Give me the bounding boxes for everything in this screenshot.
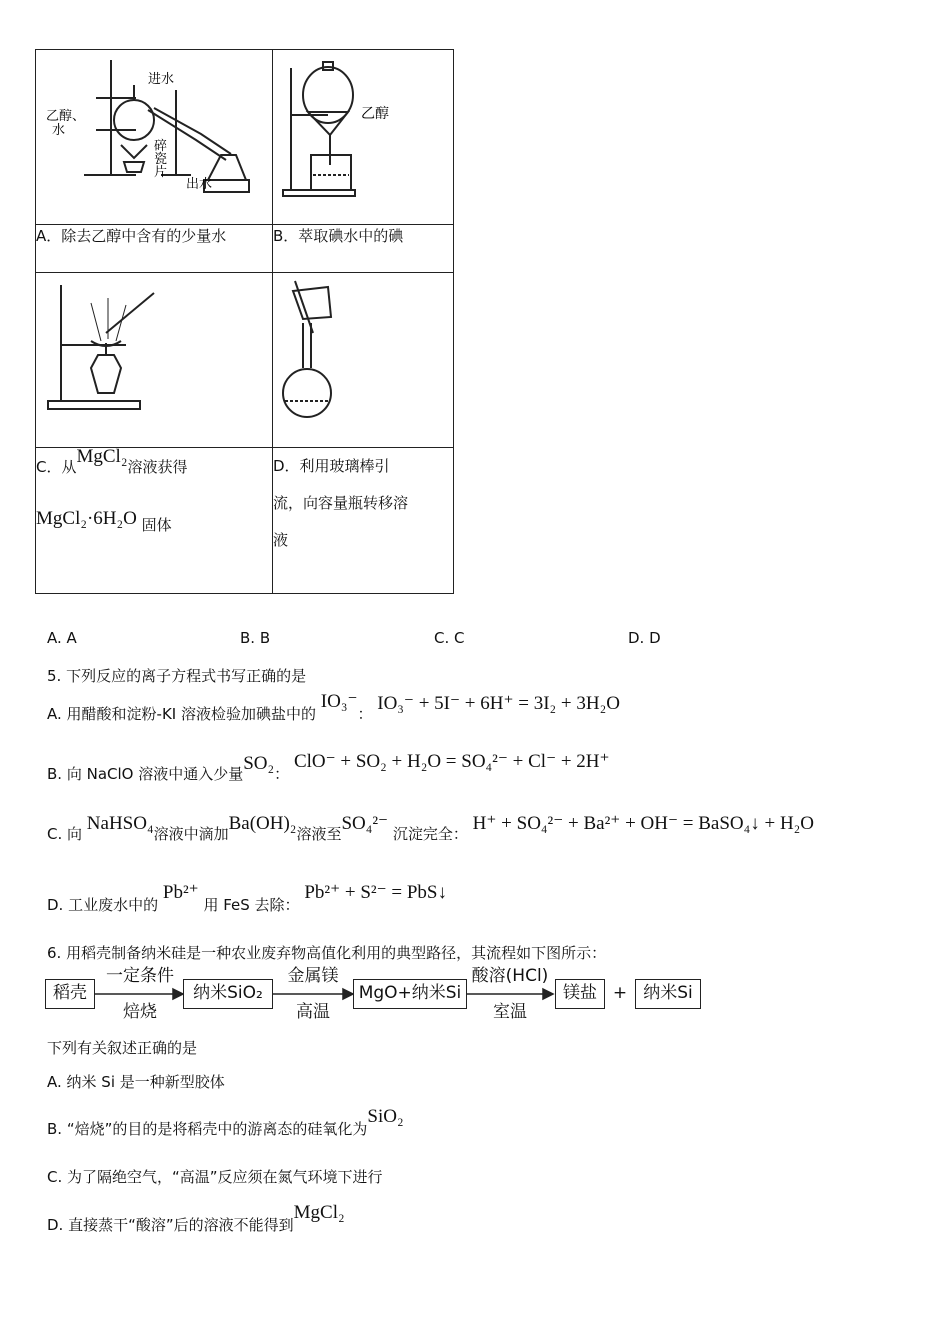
apparatus-table [35, 49, 454, 594]
caption-c: C．从MgCl₂溶液获得 MgCl₂·6H₂O 固体 [36, 448, 273, 594]
flow-arrow2-top: 金属镁 [287, 966, 339, 986]
separatory-funnel-figure [273, 50, 453, 220]
flow-arrow3-top: 酸溶(HCl) [471, 966, 549, 986]
q6-option-d[interactable]: D. 直接蒸干“酸溶”后的溶液不能得到MgCl₂ [47, 1202, 345, 1234]
flow-box-nano-sio2: 纳米SiO₂ [183, 979, 273, 1009]
flow-plus: + [612, 983, 628, 1003]
svg-text:片: 片 [154, 165, 168, 180]
svg-text:瓷: 瓷 [154, 152, 168, 167]
q6-option-c[interactable]: C. 为了隔绝空气，“高温”反应须在氮气环境下进行 [47, 1168, 383, 1186]
figure-b-cell [273, 50, 454, 225]
q6-sub-stem: 下列有关叙述正确的是 [47, 1039, 198, 1057]
caption-d: D．利用玻璃棒引 流，向容量瓶转移溶 液 [273, 448, 454, 594]
label-ethanol-water: 乙醇、 [46, 109, 86, 124]
process-flow-diagram [45, 968, 715, 1020]
q6-option-b[interactable]: B. “焙烧”的目的是将稻壳中的游离态的硅氧化为SiO₂ [47, 1106, 404, 1138]
caption-a: A．除去乙醇中含有的少量水 [36, 225, 273, 273]
q5-option-d[interactable]: D. 工业废水中的 Pb²⁺ 用 FeS 去除： Pb²⁺ + S²⁻ = PbS↓ [47, 882, 447, 914]
figure-c-cell [36, 273, 273, 448]
q5-option-a[interactable]: A. 用醋酸和淀粉-KI 溶液检验加碘盐中的 IO₃⁻： IO₃⁻ + 5I⁻ + 6H⁺ = 3I₂ + 3H₂O [47, 691, 620, 723]
q5-stem: 5. 下列反应的离子方程式书写正确的是 [47, 667, 307, 685]
flow-arrow1-top: 一定条件 [106, 966, 174, 986]
q4-option-a[interactable]: A. A [47, 629, 77, 647]
q4-option-d[interactable]: D. D [628, 629, 661, 647]
q6-option-a[interactable]: A. 纳米 Si 是一种新型胶体 [47, 1073, 225, 1091]
figure-a-cell [36, 50, 273, 225]
volumetric-flask-figure [273, 273, 453, 443]
svg-text:进水: 进水 [148, 72, 175, 87]
evaporation-apparatus-figure [36, 273, 272, 443]
flow-arrow1-bottom: 焙烧 [123, 1002, 157, 1022]
svg-text:水: 水 [52, 123, 66, 138]
q5-option-b[interactable]: B. 向 NaClO 溶液中通入少量SO₂： ClO⁻ + SO₂ + H₂O = SO₄²⁻ + Cl⁻ + 2H⁺ [47, 751, 610, 783]
flow-arrow3-bottom: 室温 [493, 1002, 527, 1022]
flow-box-rice-husk: 稻壳 [45, 979, 95, 1009]
q4-option-c[interactable]: C. C [434, 629, 465, 647]
label-ethanol: 乙醇 [361, 106, 389, 122]
flow-box-nano-si: 纳米Si [635, 979, 701, 1009]
flow-box-mgo-si: MgO+纳米Si [353, 979, 467, 1009]
q5-option-c[interactable]: C. 向 NaHSO₄溶液中滴加Ba(OH)₂溶液至SO₄²⁻ 沉淀完全： H⁺ + SO₄²⁻ + Ba²⁺ + OH⁻ = BaSO₄↓ + H₂O [47, 813, 815, 843]
flow-box-mg-salt: 镁盐 [555, 979, 605, 1009]
distillation-apparatus-figure [36, 50, 272, 220]
q6-stem: 6. 用稻壳制备纳米硅是一种农业废弃物高值化利用的典型路径，其流程如下图所示： [47, 944, 607, 962]
flow-arrow2-bottom: 高温 [296, 1002, 330, 1022]
caption-b: B．萃取碘水中的碘 [273, 225, 454, 273]
figure-d-cell [273, 273, 454, 448]
svg-text:出水: 出水 [186, 177, 213, 192]
q4-option-b[interactable]: B. B [240, 629, 271, 647]
svg-text:碎: 碎 [154, 139, 168, 154]
